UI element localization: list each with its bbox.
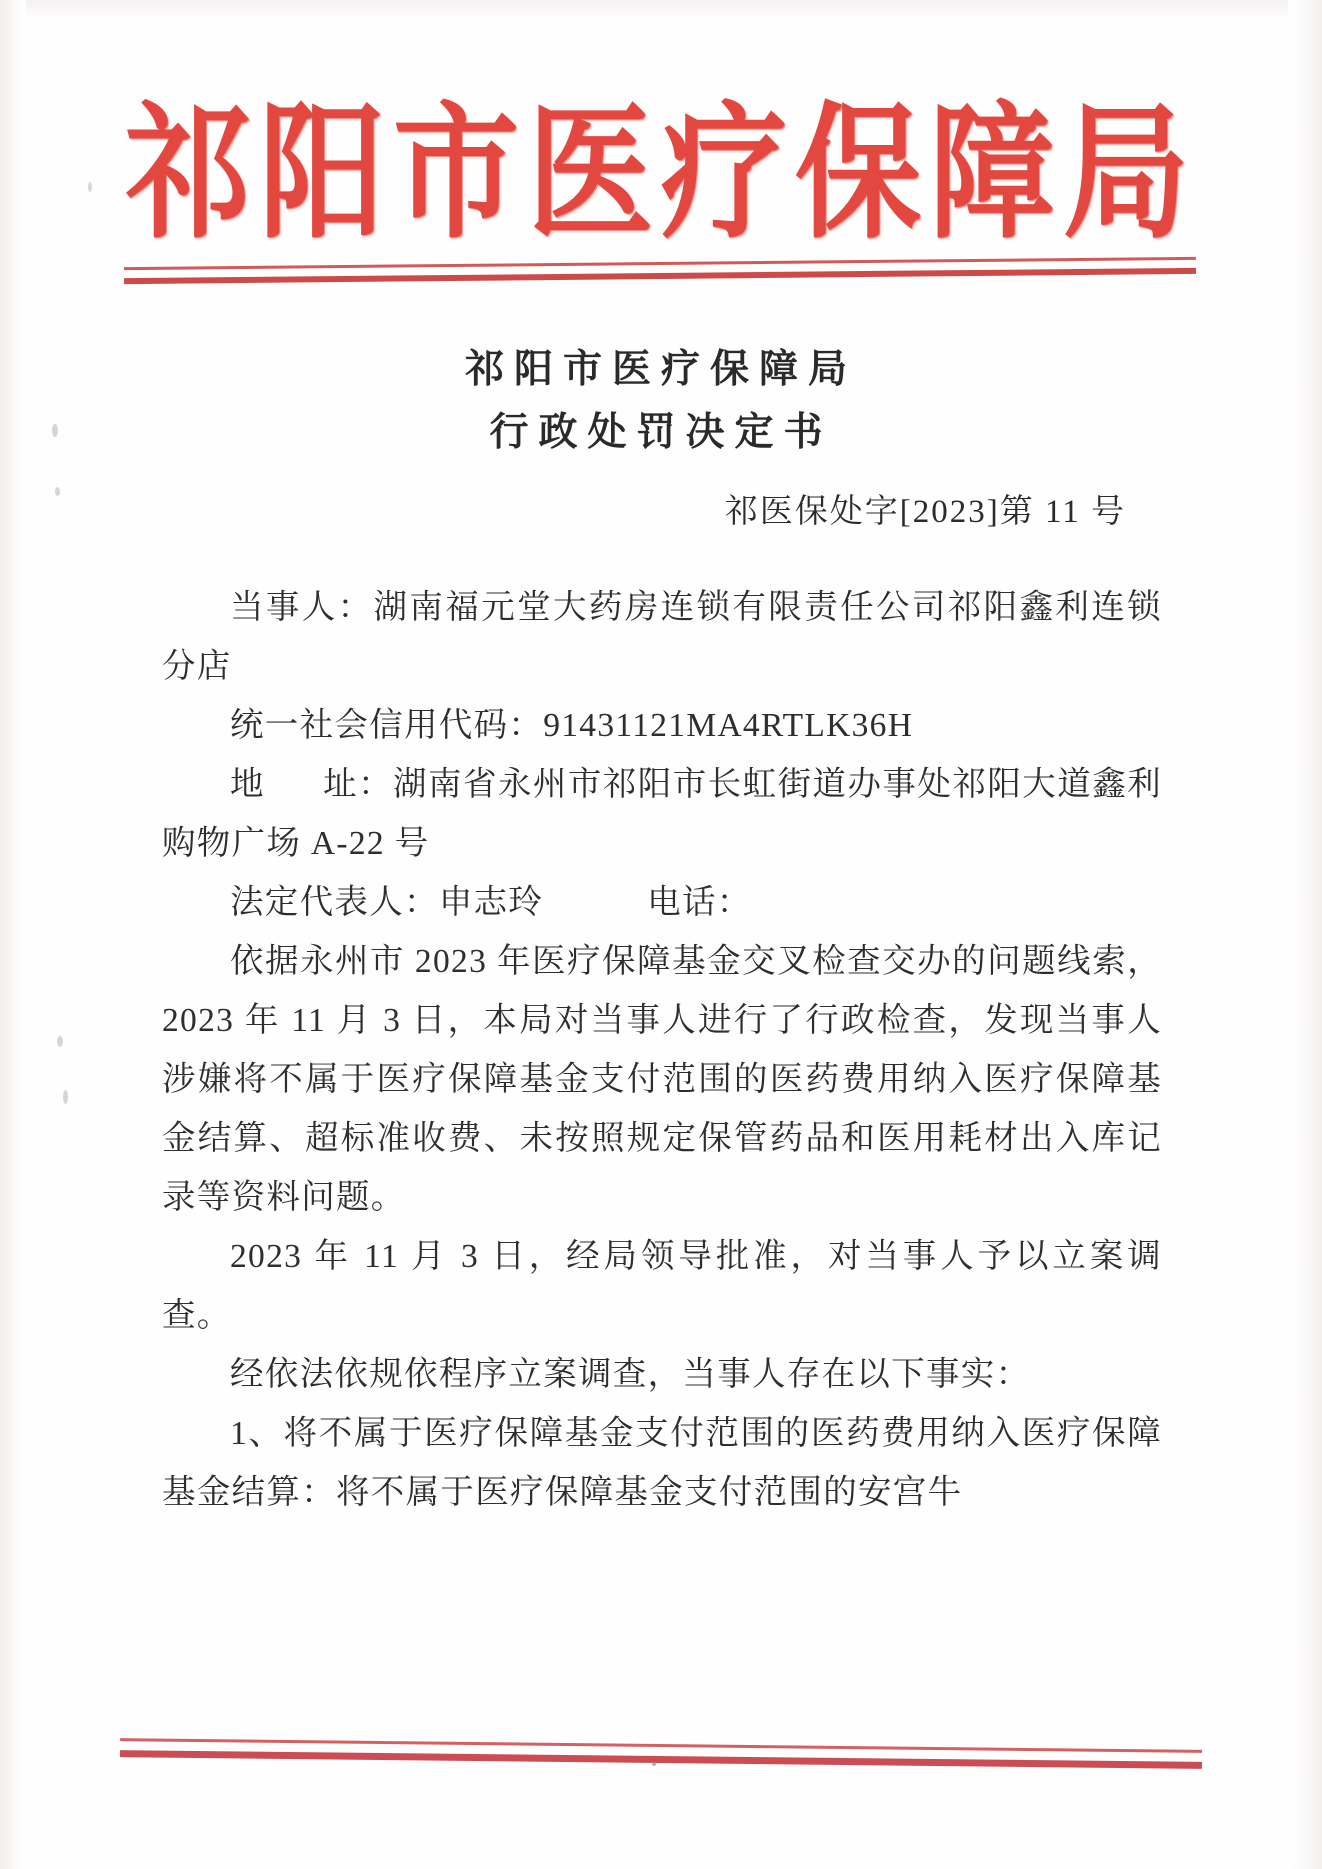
document-title-line-1: 祁阳市医疗保障局 [464, 347, 857, 392]
footer-rule-thick-line [120, 1750, 1202, 1769]
scan-speck [63, 1090, 68, 1104]
header-rule-thick-line [124, 268, 1196, 284]
credit-code-paragraph: 统一社会信用代码：91431121MA4RTLK36H [230, 707, 914, 744]
legal-rep-label: 法定代表人： [230, 884, 439, 921]
body-paragraph-3: 经依法依规依程序立案调查，当事人存在以下事实： [230, 1356, 1031, 1393]
scan-edge-top [0, 0, 1322, 20]
address-paragraph [162, 755, 1162, 873]
document-number: 祁医保处字[2023]第 11 号 [724, 494, 1126, 530]
scan-edge-left [0, 0, 26, 1869]
scan-speck [57, 1036, 63, 1047]
phone-label: 电话： [647, 884, 752, 921]
legal-rep-value: 申志玲 [438, 884, 544, 921]
document-title-block [0, 338, 1322, 464]
address-value: 湖南省永州市祁阳市长虹街道办事处祁阳大道鑫利购物广场 A-22 号 [162, 766, 1162, 862]
footer-center-dot [652, 1762, 656, 1766]
address-label-colon: 址： [322, 766, 394, 803]
body-paragraph-1: 依据永州市 2023 年医疗保障基金交叉检查交办的问题线索，2023 年 11 月 3 日，本局对当事人进行了行政检查，发现当事人涉嫌将不属于医疗保障基金支付范围的医药费用纳入医疗保障基金结算、超标准收费、未按照规定保管药品和医用耗材出入库记录等资料问题。 [162, 943, 1162, 1216]
address-label: 地 [230, 766, 265, 803]
footer-rule-thin-line [120, 1738, 1202, 1753]
party-name-paragraph: 当事人：湖南福元堂大药房连锁有限责任公司祁阳鑫利连锁分店 [162, 589, 1162, 685]
legal-representative-paragraph [162, 873, 1162, 932]
body-paragraph-2: 2023 年 11 月 3 日，经局领导批准，对当事人予以立案调查。 [162, 1238, 1162, 1334]
header-rule-thin-line [124, 257, 1196, 270]
document-title-line-2: 行政处罚决定书 [489, 410, 833, 456]
agency-masthead-title: 祁阳市医疗保障局 [125, 86, 1197, 259]
footer-red-double-rule [120, 1738, 1202, 1776]
header-red-double-rule [124, 257, 1196, 293]
document-body [162, 578, 1162, 1522]
masthead [0, 86, 1322, 259]
body-paragraph-4: 1、将不属于医疗保障基金支付范围的医药费用纳入医疗保障基金结算：将不属于医疗保障基金支付范围的安宫牛 [162, 1415, 1162, 1511]
scan-edge-right [1288, 0, 1322, 1869]
